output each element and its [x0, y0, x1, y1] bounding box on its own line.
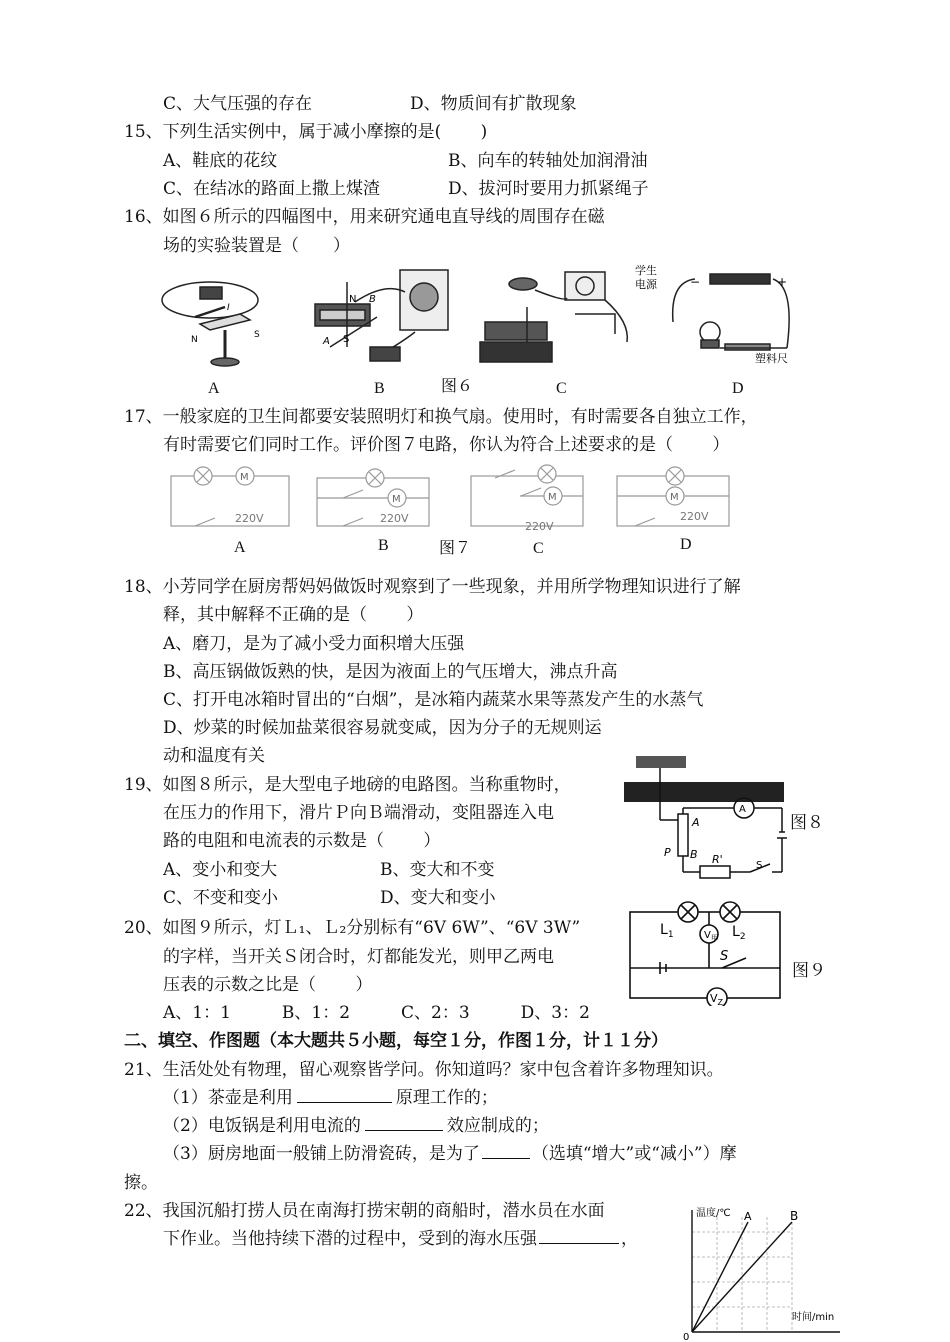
- q21-part3-text: （3）厨房地面一般铺上防滑瓷砖，是为了: [163, 1144, 480, 1164]
- figure-8-label-r: R': [712, 853, 723, 866]
- figure-7d-voltage: 220V: [680, 510, 709, 523]
- figure-9-v1: $V_甲$: [704, 930, 719, 943]
- figure-6d-plus: +: [777, 275, 788, 289]
- q15-option-c: C、在结冰的路面上撒上煤渣: [163, 179, 381, 199]
- figure-6b-s: S: [343, 334, 350, 345]
- figure-7-label-c: C: [533, 540, 544, 557]
- q15-stem: 15、下列生活实例中，属于减小摩擦的是( ): [124, 122, 488, 142]
- figure-8: [620, 752, 795, 884]
- figure-9-l1: $L_1$: [660, 922, 674, 940]
- q21-part3-end: 擦。: [124, 1173, 158, 1193]
- q19-stem-line3: 路的电阻和电流表的示数是（ ）: [163, 831, 441, 851]
- temperature-time-graph: [680, 1202, 850, 1340]
- figure-7-label-a: A: [234, 539, 246, 556]
- figure-6b-b: B: [369, 294, 376, 305]
- figure-6a-diagram: [162, 282, 258, 366]
- figure-7-label-d: D: [680, 536, 692, 553]
- q16-stem-line2: 场的实验装置是（ ）: [163, 236, 350, 256]
- q17-stem-line1: 17、一般家庭的卫生间都要安装照明灯和换气扇。使用时，有时需要各自独立工作，: [124, 407, 758, 427]
- figure-6: [155, 262, 795, 398]
- q19-option-a: A、变小和变大: [163, 860, 278, 880]
- q21-part1-blank[interactable]: [297, 1087, 392, 1103]
- figure-6c-power-label2: 电源: [635, 278, 657, 291]
- graph-line-a: [692, 1222, 748, 1332]
- graph-origin: 0: [683, 1332, 690, 1340]
- figure-6d-ruler-label: 塑料尺: [755, 352, 788, 365]
- figure-6-label-c: C: [556, 380, 567, 397]
- figure-7a-voltage: 220V: [235, 512, 264, 525]
- figure-6b-n: N: [349, 294, 357, 305]
- q21-stem: 21、生活处处有物理，留心观察皆学问。你知道吗？家中包含着许多物理知识。: [124, 1060, 724, 1080]
- q18-option-a: A、磨刀，是为了减小受力面积增大压强: [163, 634, 465, 654]
- q18-option-c: C、打开电冰箱时冒出的“白烟”，是冰箱内蔬菜水果等蒸发产生的水蒸气: [163, 690, 704, 710]
- figure-7-caption: 图７: [439, 540, 472, 557]
- q21-part2: [163, 1115, 549, 1137]
- q21-part3-blank[interactable]: [482, 1143, 530, 1159]
- figure-9-l2: $L_2$: [732, 924, 746, 942]
- figure-7b-voltage: 220V: [380, 512, 409, 525]
- figure-6-label-b: B: [374, 380, 385, 397]
- figure-6a-s: S: [254, 330, 260, 340]
- figure-6b-a: A: [323, 336, 330, 347]
- figure-8-ground: [624, 782, 784, 802]
- q20-stem-line3: 压表的示数之比是（ ）: [163, 975, 373, 995]
- q21-part2-tail: 效应制成的；: [446, 1116, 549, 1136]
- figure-6a-i: I: [227, 303, 230, 313]
- graph-label-a: A: [744, 1210, 752, 1223]
- figure-7: [165, 460, 755, 532]
- q21-part2-blank[interactable]: [365, 1115, 443, 1131]
- figure-8-caption: 图８: [790, 813, 824, 832]
- figure-7-label-b: B: [378, 537, 389, 554]
- q14-option-c: C、大气压强的存在: [163, 94, 313, 114]
- q19-option-b: B、变大和不变: [380, 860, 495, 880]
- q21-part3: [163, 1143, 737, 1165]
- figure-7c-voltage: 220V: [525, 520, 554, 532]
- q22-comma: ，: [621, 1229, 638, 1249]
- q16-stem-line1: 16、如图６所示的四幅图中，用来研究通电直导线的周围存在磁: [124, 207, 605, 227]
- q15-option-a: A、鞋底的花纹: [163, 151, 278, 171]
- q17-stem-line2: 有时需要它们同时工作。评价图７电路，你认为符合上述要求的是（ ）: [163, 435, 730, 455]
- q21-part2-text: （2）电饭锅是利用电流的: [163, 1116, 361, 1136]
- q22-stem-line2: [163, 1228, 638, 1250]
- q20-options: A、1：1 B、1：2 C、2：3 D、3：2: [163, 1003, 590, 1023]
- q15-option-d: D、拔河时要用力抓紧绳子: [448, 179, 649, 199]
- figure-7b-motor: M: [392, 494, 401, 505]
- q18-option-d-line1: D、炒菜的时候加盐菜很容易就变咸，因为分子的无规则运: [163, 718, 602, 738]
- figure-9-v2: $V_Z$: [710, 992, 724, 1006]
- q21-part3-tail: （选填“增大”或“减小”）摩: [531, 1144, 737, 1164]
- q20-stem-line2: 的字样，当开关Ｓ闭合时，灯都能发光，则甲乙两电: [163, 947, 554, 967]
- figure-7d-motor: M: [670, 492, 679, 503]
- q19-stem-line2: 在压力的作用下，滑片Ｐ向Ｂ端滑动，变阻器连入电: [163, 803, 554, 823]
- q18-stem-line1: 18、小芳同学在厨房帮妈妈做饭时观察到了一些现象，并用所学物理知识进行了解: [124, 577, 741, 597]
- graph-y-axis-label: 温度/℃: [696, 1208, 731, 1219]
- figure-6a-n: N: [191, 335, 198, 345]
- figure-9-caption: 图９: [792, 961, 826, 980]
- figure-9: [622, 898, 790, 1006]
- graph-label-b: B: [790, 1209, 799, 1223]
- q19-stem-line1: 19、如图８所示，是大型电子地磅的电路图。当称重物时，: [124, 775, 571, 795]
- q21-part1-tail: 原理工作的；: [395, 1088, 498, 1108]
- figure-6b-diagram: [315, 270, 448, 361]
- figure-8-ammeter: A: [739, 804, 746, 815]
- q18-option-b: B、高压锅做饭熟的快，是因为液面上的气压增大，沸点升高: [163, 662, 618, 682]
- figure-6c-diagram: [480, 272, 627, 362]
- q21-part1-text: （1）茶壶是利用: [163, 1088, 293, 1108]
- figure-8-platform: [636, 756, 686, 768]
- q14-option-d: D、物质间有扩散现象: [410, 94, 577, 114]
- figure-8-label-p: P: [664, 846, 671, 859]
- q15-option-b: B、向车的转轴处加润滑油: [448, 151, 648, 171]
- figure-6-label-d: D: [732, 380, 744, 397]
- section2-title: 二、填空、作图题（本大题共５小题，每空１分，作图１分，计１１分）: [124, 1031, 668, 1051]
- figure-6d-minus: −: [690, 275, 701, 289]
- figure-7c-motor: M: [548, 492, 557, 503]
- q18-stem-line2: 释，其中解释不正确的是（ ）: [163, 605, 424, 625]
- q19-option-c: C、不变和变小: [163, 888, 279, 908]
- q22-stem-line1: 22、我国沉船打捞人员在南海打捞宋朝的商船时，潜水员在水面: [124, 1201, 605, 1221]
- figure-8-label-s: S: [756, 860, 763, 871]
- figure-8-label-b: B: [690, 848, 698, 861]
- figure-8-label-a: A: [692, 816, 700, 829]
- figure-6-label-a: A: [208, 380, 220, 397]
- q22-stem-line2-text: 下作业。当他持续下潜的过程中，受到的海水压强: [163, 1229, 537, 1249]
- figure-9-switch-label: S: [720, 949, 729, 964]
- graph-x-axis-label: 时间/min: [792, 1312, 835, 1323]
- figure-6-caption: 图６: [441, 378, 474, 395]
- q22-pressure-blank[interactable]: [539, 1228, 619, 1244]
- figure-6c-power-label1: 学生: [635, 264, 657, 277]
- q18-option-d-line2: 动和温度有关: [163, 746, 265, 766]
- q21-part1: [163, 1087, 498, 1109]
- q19-option-d: D、变大和变小: [380, 888, 496, 908]
- q20-stem-line1: 20、如图９所示，灯Ｌ₁、Ｌ₂分别标有“6V 6W”、“6V 3W”: [124, 918, 581, 938]
- figure-7a-motor: M: [240, 472, 249, 483]
